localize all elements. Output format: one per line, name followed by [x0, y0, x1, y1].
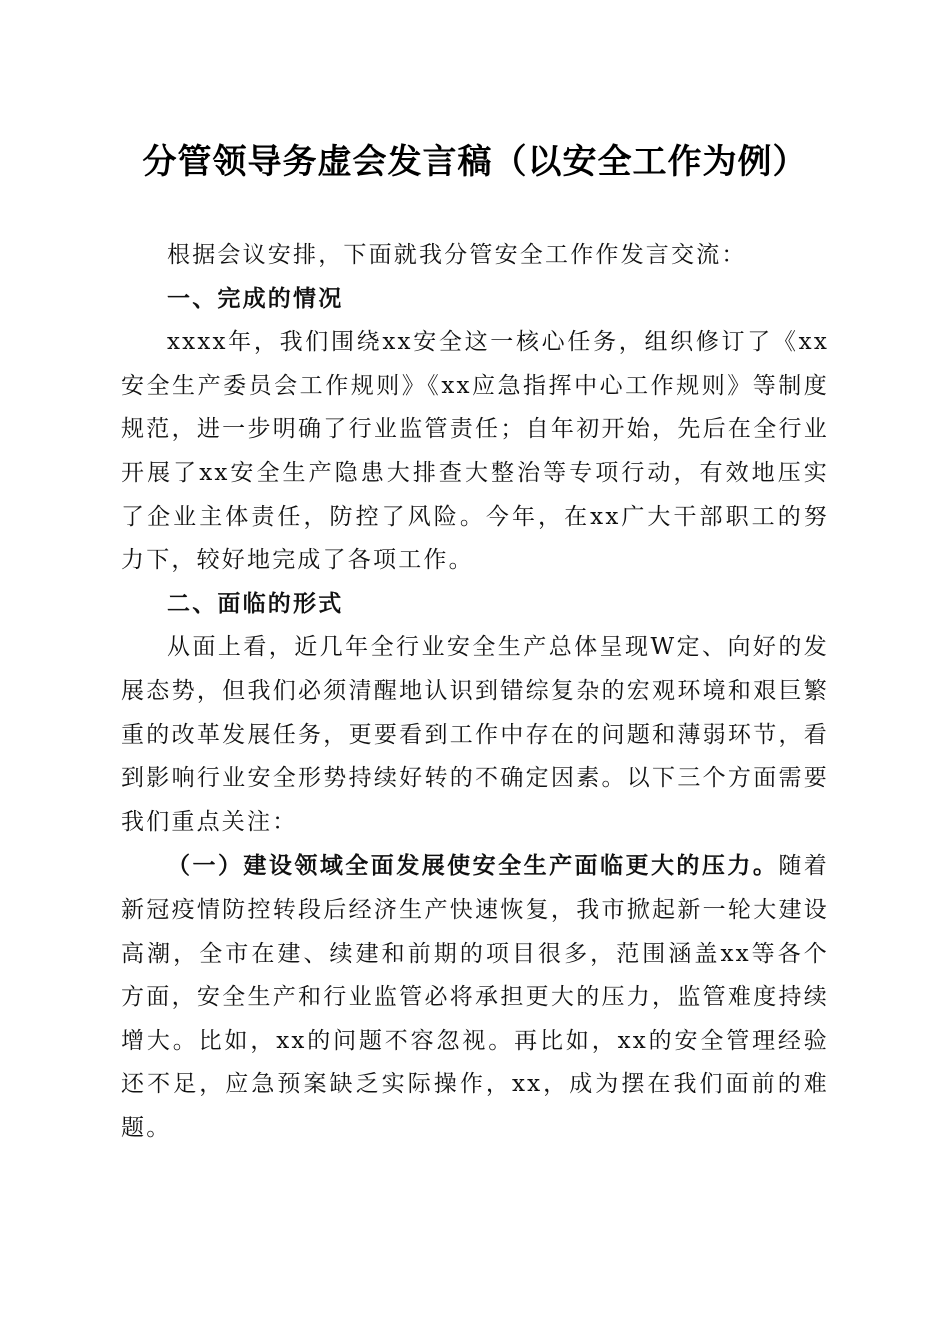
- document-body: [121, 234, 829, 1150]
- point-paragraph-construction: [121, 844, 829, 1150]
- point-lead-construction: （一）建设领域全面发展使安全生产面临更大的压力。: [167, 852, 779, 880]
- document-title: 分管领导务虚会发言稿（以安全工作为例）: [142, 142, 808, 182]
- section-paragraph-situation: 从面上看，近几年全行业安全生产总体呈现W定、向好的发展态势，但我们必须清醒地认识到错综复杂的宏观环境和艰巨繁重的改革发展任务，更要看到工作中存在的问题和薄弱环节，看到影响行业安全形势持续好转的不确定因素。以下三个方面需要我们重点关注：: [121, 634, 829, 835]
- intro-paragraph: 根据会议安排，下面就我分管安全工作作发言交流：: [167, 242, 747, 268]
- section-heading-completed: 一、完成的情况: [167, 285, 344, 312]
- section-heading-situation: 二、面临的形式: [167, 590, 344, 617]
- point-text-construction: 随着新冠疫情防控转段后经济生产快速恢复，我市掀起新一轮大建设高潮，全市在建、续建和前期的项目很多，范围涵盖xx等各个方面，安全生产和行业监管必将承担更大的压力，监管难度持续增大。比如，xx的问题不容忽视。再比如，xx的安全管理经验还不足，应急预案缺乏实际操作，xx，成为摆在我们面前的难题。: [121, 853, 829, 1141]
- section-paragraph-completed: xxxx年，我们围绕xx安全这一核心任务，组织修订了《xx安全生产委员会工作规则》《xx应急指挥中心工作规则》等制度规范，进一步明确了行业监管责任；自年初开始，先后在全行业开展了xx安全生产隐患大排查大整治等专项行动，有效地压实了企业主体责任，防控了风险。今年，在xx广大干部职工的努力下，较好地完成了各项工作。: [121, 329, 829, 574]
